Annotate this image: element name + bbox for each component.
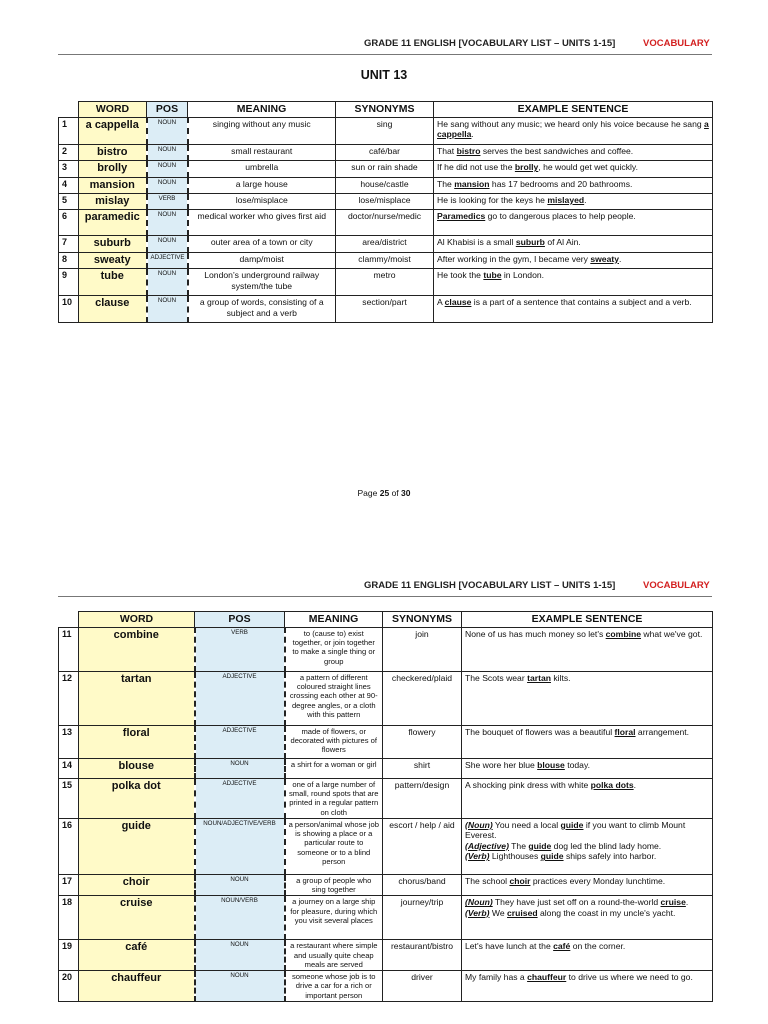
part-of-speech: NOUN bbox=[147, 296, 188, 323]
vocab-word: chauffeur bbox=[79, 971, 195, 1002]
row-number: 4 bbox=[59, 177, 79, 193]
example-keyword: cruised bbox=[507, 907, 538, 918]
word-synonyms: doctor/nurse/medic bbox=[336, 210, 434, 236]
word-meaning: lose/misplace bbox=[188, 194, 336, 210]
example-usage-tag: (Noun) bbox=[465, 819, 493, 830]
example-sentence bbox=[434, 269, 713, 296]
table-row bbox=[59, 252, 713, 268]
vocab-word: cruise bbox=[79, 896, 195, 940]
example-text: ships safely into harbor. bbox=[563, 851, 657, 862]
example-keyword: mislayed bbox=[547, 195, 585, 206]
meaning-column-header: MEANING bbox=[285, 612, 383, 628]
example-sentence bbox=[434, 296, 713, 323]
word-synonyms: clammy/moist bbox=[336, 252, 434, 268]
word-meaning: damp/moist bbox=[188, 252, 336, 268]
part-of-speech: NOUN bbox=[147, 117, 188, 144]
header-section-label: VOCABULARY bbox=[643, 38, 710, 49]
word-synonyms: sun or rain shade bbox=[336, 161, 434, 177]
word-synonyms: sing bbox=[336, 117, 434, 144]
example-text: on the corner. bbox=[570, 941, 626, 952]
example-text: A shocking pink dress with white bbox=[465, 779, 591, 790]
row-number: 11 bbox=[59, 627, 79, 671]
vocabulary-table-1 bbox=[58, 101, 713, 323]
word-meaning: a restaurant where simple and usually quite cheap meals are served bbox=[285, 940, 383, 971]
example-column-header: EXAMPLE SENTENCE bbox=[462, 612, 713, 628]
example-sentence bbox=[462, 818, 713, 874]
example-usage-tag: (Adjective) bbox=[465, 840, 509, 851]
example-sentence bbox=[434, 210, 713, 236]
word-synonyms: driver bbox=[383, 971, 462, 1002]
example-sentence bbox=[462, 758, 713, 778]
part-of-speech: ADJECTIVE bbox=[195, 725, 285, 758]
example-sentence bbox=[462, 896, 713, 940]
example-sentence bbox=[462, 627, 713, 671]
example-keyword: tube bbox=[483, 270, 502, 281]
part-of-speech: ADJECTIVE bbox=[147, 252, 188, 268]
example-sentence bbox=[434, 252, 713, 268]
example-text: Al Khabisi is a small bbox=[437, 237, 516, 248]
example-sentence bbox=[434, 161, 713, 177]
example-keyword: clause bbox=[444, 297, 472, 308]
example-sentence bbox=[434, 236, 713, 252]
page-header-1 bbox=[0, 34, 768, 58]
word-meaning: a shirt for a woman or girl bbox=[285, 758, 383, 778]
table-row bbox=[59, 161, 713, 177]
synonyms-column-header: SYNONYMS bbox=[336, 102, 434, 118]
part-of-speech: NOUN bbox=[147, 177, 188, 193]
example-keyword: sweaty bbox=[590, 253, 619, 264]
example-keyword: floral bbox=[614, 726, 636, 737]
word-meaning: umbrella bbox=[188, 161, 336, 177]
example-keyword: suburb bbox=[515, 237, 545, 248]
vocab-word: tube bbox=[79, 269, 147, 296]
word-synonyms: restaurant/bistro bbox=[383, 940, 462, 971]
example-usage-tag: (Verb) bbox=[465, 851, 490, 862]
row-number: 16 bbox=[59, 818, 79, 874]
example-text: if you want to climb Mount Everest. bbox=[465, 819, 686, 841]
example-text: The school bbox=[465, 875, 510, 886]
table-row bbox=[59, 874, 713, 896]
example-keyword: guide bbox=[540, 851, 564, 862]
word-synonyms: escort / help / aid bbox=[383, 818, 462, 874]
part-of-speech: NOUN bbox=[147, 236, 188, 252]
row-number: 18 bbox=[59, 896, 79, 940]
example-sentence bbox=[462, 778, 713, 818]
example-sentence bbox=[434, 177, 713, 193]
word-meaning: a large house bbox=[188, 177, 336, 193]
example-sentence bbox=[462, 971, 713, 1002]
row-number: 13 bbox=[59, 725, 79, 758]
example-keyword: polka dots bbox=[590, 779, 634, 790]
example-text: serves the best sandwiches and coffee. bbox=[480, 145, 634, 156]
example-keyword: tartan bbox=[527, 672, 551, 683]
word-synonyms: house/castle bbox=[336, 177, 434, 193]
example-text: He sang without any music; we heard only his voice because he sang bbox=[437, 118, 705, 129]
example-text: None of us has much money so let's bbox=[465, 628, 606, 639]
word-meaning: medical worker who gives first aid bbox=[188, 210, 336, 236]
word-synonyms: lose/misplace bbox=[336, 194, 434, 210]
vocab-word: tartan bbox=[79, 671, 195, 725]
vocab-word: polka dot bbox=[79, 778, 195, 818]
word-meaning: someone whose job is to drive a car for a rich or important person bbox=[285, 971, 383, 1002]
example-keyword: blouse bbox=[537, 759, 565, 770]
word-synonyms: journey/trip bbox=[383, 896, 462, 940]
row-number: 2 bbox=[59, 144, 79, 160]
pos-column-header: POS bbox=[195, 612, 285, 628]
word-synonyms: metro bbox=[336, 269, 434, 296]
example-text: along the coast in my uncle's yacht. bbox=[537, 907, 676, 918]
word-synonyms: area/district bbox=[336, 236, 434, 252]
example-text: . bbox=[633, 779, 636, 790]
table-row bbox=[59, 778, 713, 818]
table-row bbox=[59, 296, 713, 323]
table-row bbox=[59, 177, 713, 193]
example-text: what we've got. bbox=[641, 628, 703, 639]
part-of-speech: NOUN/VERB bbox=[195, 896, 285, 940]
table-row bbox=[59, 896, 713, 940]
header-rule bbox=[58, 54, 712, 55]
example-sentence bbox=[462, 671, 713, 725]
example-text: . bbox=[619, 253, 622, 264]
example-text: He took the bbox=[437, 270, 484, 281]
vocab-word: mansion bbox=[79, 177, 147, 193]
vocab-word: guide bbox=[79, 818, 195, 874]
vocab-word: paramedic bbox=[79, 210, 147, 236]
word-synonyms: chorus/band bbox=[383, 874, 462, 896]
word-meaning: a group of people who sing together bbox=[285, 874, 383, 896]
word-meaning: made of flowers, or decorated with pictures of flowers bbox=[285, 725, 383, 758]
vocab-word: sweaty bbox=[79, 252, 147, 268]
row-number: 10 bbox=[59, 296, 79, 323]
example-text: kilts. bbox=[550, 672, 571, 683]
row-number: 12 bbox=[59, 671, 79, 725]
vocab-word: brolly bbox=[79, 161, 147, 177]
example-text: of Al Ain. bbox=[544, 237, 581, 248]
word-synonyms: flowery bbox=[383, 725, 462, 758]
example-text: Let's have lunch at the bbox=[465, 941, 554, 952]
example-sentence bbox=[462, 940, 713, 971]
example-keyword: Paramedics bbox=[437, 211, 486, 222]
word-meaning: London’s underground railway system/the tube bbox=[188, 269, 336, 296]
word-synonyms: join bbox=[383, 627, 462, 671]
example-text: . bbox=[471, 129, 474, 140]
table-row bbox=[59, 144, 713, 160]
example-text: That bbox=[437, 145, 457, 156]
table-row bbox=[59, 236, 713, 252]
example-text: is a part of a sentence that contains a subject and a verb. bbox=[471, 297, 692, 308]
part-of-speech: NOUN bbox=[195, 874, 285, 896]
vocab-word: floral bbox=[79, 725, 195, 758]
part-of-speech: ADJECTIVE bbox=[195, 778, 285, 818]
example-sentence bbox=[434, 194, 713, 210]
table-row bbox=[59, 269, 713, 296]
example-text: A bbox=[437, 297, 445, 308]
row-number: 15 bbox=[59, 778, 79, 818]
example-keyword: choir bbox=[509, 875, 531, 886]
example-text: to drive us where we need to go. bbox=[566, 972, 693, 983]
part-of-speech: NOUN bbox=[195, 971, 285, 1002]
vocab-word: blouse bbox=[79, 758, 195, 778]
header-rule bbox=[58, 596, 712, 597]
example-keyword: cruise bbox=[660, 897, 686, 908]
part-of-speech: NOUN bbox=[147, 161, 188, 177]
word-meaning: singing without any music bbox=[188, 117, 336, 144]
example-text: go to dangerous places to help people. bbox=[485, 211, 636, 222]
example-keyword: mansion bbox=[454, 178, 490, 189]
example-text: . bbox=[685, 897, 689, 908]
page-number bbox=[0, 488, 768, 498]
example-text: She wore her blue bbox=[465, 759, 538, 770]
example-text: arrangement. bbox=[635, 726, 690, 737]
example-text: He is looking for the keys he bbox=[437, 195, 548, 206]
pos-column-header: POS bbox=[147, 102, 188, 118]
vocab-word: suburb bbox=[79, 236, 147, 252]
word-synonyms: section/part bbox=[336, 296, 434, 323]
table-row bbox=[59, 818, 713, 874]
page-header-2 bbox=[0, 576, 768, 600]
row-number: 19 bbox=[59, 940, 79, 971]
vocab-word: combine bbox=[79, 627, 195, 671]
example-text: My family has a bbox=[465, 972, 528, 983]
row-number: 1 bbox=[59, 117, 79, 144]
vocab-word: clause bbox=[79, 296, 147, 323]
example-keyword: guide bbox=[560, 819, 584, 830]
part-of-speech: NOUN bbox=[147, 210, 188, 236]
header-section-label: VOCABULARY bbox=[643, 580, 710, 591]
row-number: 9 bbox=[59, 269, 79, 296]
part-of-speech: NOUN bbox=[195, 758, 285, 778]
synonyms-column-header: SYNONYMS bbox=[383, 612, 462, 628]
word-synonyms: café/bar bbox=[336, 144, 434, 160]
word-synonyms: checkered/plaid bbox=[383, 671, 462, 725]
example-text: The bbox=[437, 178, 455, 189]
page-label: Page bbox=[357, 488, 378, 498]
table-row bbox=[59, 725, 713, 758]
word-column-header: WORD bbox=[79, 612, 195, 628]
page-current: 25 bbox=[379, 488, 390, 498]
table-row bbox=[59, 627, 713, 671]
example-text: The Scots wear bbox=[465, 672, 528, 683]
part-of-speech: NOUN bbox=[147, 144, 188, 160]
word-meaning: to (cause to) exist together, or join together to make a single thing or group bbox=[285, 627, 383, 671]
example-text: today. bbox=[564, 759, 591, 770]
example-keyword: combine bbox=[605, 628, 641, 639]
part-of-speech: NOUN/ADJECTIVE/VERB bbox=[195, 818, 285, 874]
word-meaning: a person/animal whose job is showing a place or a particular route to someone or to a blind person bbox=[285, 818, 383, 874]
vocab-word: bistro bbox=[79, 144, 147, 160]
table-row bbox=[59, 671, 713, 725]
row-number: 6 bbox=[59, 210, 79, 236]
table-row bbox=[59, 971, 713, 1002]
part-of-speech: VERB bbox=[195, 627, 285, 671]
part-of-speech: NOUN bbox=[195, 940, 285, 971]
example-text: has 17 bedrooms and 20 bathrooms. bbox=[489, 178, 633, 189]
row-number: 17 bbox=[59, 874, 79, 896]
number-column-header bbox=[59, 102, 79, 118]
row-number: 8 bbox=[59, 252, 79, 268]
example-keyword: brolly bbox=[514, 162, 539, 173]
vocab-word: café bbox=[79, 940, 195, 971]
example-sentence bbox=[434, 144, 713, 160]
example-text: , he would get wet quickly. bbox=[538, 162, 638, 173]
header-title: GRADE 11 ENGLISH [VOCABULARY LIST – UNITS 1-15] bbox=[364, 38, 616, 49]
vocabulary-table-2 bbox=[58, 611, 713, 1002]
word-meaning: one of a large number of small, round spots that are printed in a regular pattern on cloth bbox=[285, 778, 383, 818]
word-synonyms: shirt bbox=[383, 758, 462, 778]
example-text: Lighthouses bbox=[489, 851, 541, 862]
vocab-word: a cappella bbox=[79, 117, 147, 144]
part-of-speech: NOUN bbox=[147, 269, 188, 296]
example-text: If he did not use the bbox=[437, 162, 515, 173]
vocab-word: choir bbox=[79, 874, 195, 896]
example-text: We bbox=[489, 907, 508, 918]
meaning-column-header: MEANING bbox=[188, 102, 336, 118]
table-row bbox=[59, 117, 713, 144]
example-keyword: a cappella bbox=[437, 118, 709, 140]
table-row bbox=[59, 758, 713, 778]
table-row bbox=[59, 194, 713, 210]
word-meaning: outer area of a town or city bbox=[188, 236, 336, 252]
example-keyword: bistro bbox=[456, 145, 481, 156]
table-header-row bbox=[59, 102, 713, 118]
part-of-speech: ADJECTIVE bbox=[195, 671, 285, 725]
example-text: in London. bbox=[501, 270, 545, 281]
word-meaning: a group of words, consisting of a subject and a verb bbox=[188, 296, 336, 323]
example-sentence bbox=[462, 725, 713, 758]
example-column-header: EXAMPLE SENTENCE bbox=[434, 102, 713, 118]
example-text: The bouquet of flowers was a beautiful bbox=[465, 726, 615, 737]
example-text: practices every Monday lunchtime. bbox=[530, 875, 666, 886]
example-text: After working in the gym, I became very bbox=[437, 253, 591, 264]
table-header-row bbox=[59, 612, 713, 628]
row-number: 14 bbox=[59, 758, 79, 778]
word-meaning: a pattern of different coloured straight lines crossing each other at 90-degree angles, or a cloth with this pattern bbox=[285, 671, 383, 725]
row-number: 7 bbox=[59, 236, 79, 252]
header-title: GRADE 11 ENGLISH [VOCABULARY LIST – UNITS 1-15] bbox=[364, 580, 616, 591]
example-usage-tag: (Verb) bbox=[465, 907, 490, 918]
example-text: dog led the blind lady home. bbox=[551, 840, 662, 851]
example-text: You need a local bbox=[492, 819, 561, 830]
example-sentence bbox=[462, 874, 713, 896]
part-of-speech: VERB bbox=[147, 194, 188, 210]
example-keyword: guide bbox=[528, 840, 552, 851]
example-text: . bbox=[584, 195, 587, 206]
table-row bbox=[59, 940, 713, 971]
word-column-header: WORD bbox=[79, 102, 147, 118]
example-keyword: café bbox=[553, 941, 571, 952]
example-usage-tag: (Noun) bbox=[465, 897, 493, 908]
row-number: 20 bbox=[59, 971, 79, 1002]
example-text: The bbox=[508, 840, 529, 851]
vocab-word: mislay bbox=[79, 194, 147, 210]
page-total: 30 bbox=[401, 488, 411, 498]
number-column-header bbox=[59, 612, 79, 628]
page-of: of bbox=[391, 488, 399, 498]
word-meaning: a journey on a large ship for pleasure, during which you visit several places bbox=[285, 896, 383, 940]
example-keyword: chauffeur bbox=[527, 972, 567, 983]
example-sentence bbox=[434, 117, 713, 144]
word-synonyms: pattern/design bbox=[383, 778, 462, 818]
word-meaning: small restaurant bbox=[188, 144, 336, 160]
example-text: They have just set off on a round-the-world bbox=[492, 897, 661, 908]
row-number: 3 bbox=[59, 161, 79, 177]
row-number: 5 bbox=[59, 194, 79, 210]
unit-title: UNIT 13 bbox=[360, 68, 408, 82]
table-row bbox=[59, 210, 713, 236]
